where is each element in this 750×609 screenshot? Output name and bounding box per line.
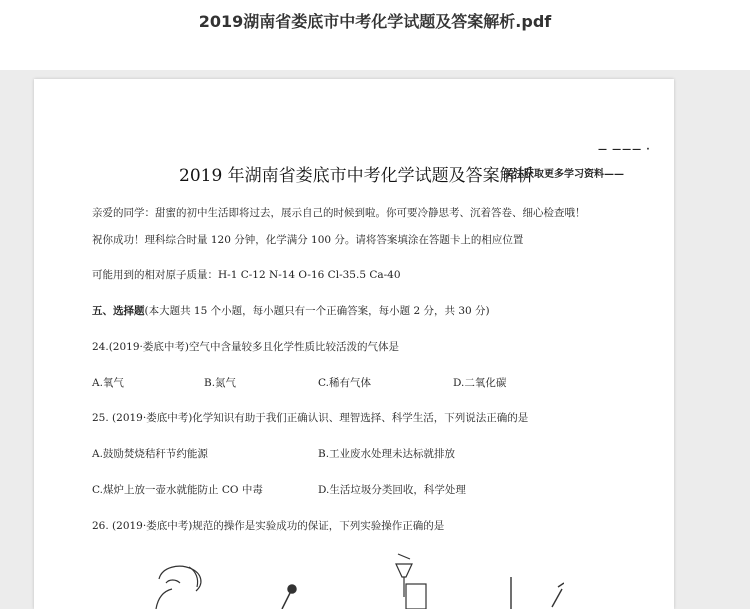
- question-26-stem: 26. (2019·娄底中考)规范的操作是实验成功的保证，下列实验操作正确的是: [92, 520, 445, 532]
- file-title: 2019湖南省娄底市中考化学试题及答案解析.pdf: [198, 12, 552, 31]
- filter-funnel-figure: [396, 554, 426, 609]
- q24-option-b: B.氮气: [204, 377, 237, 389]
- watermark-top: — ——— ·: [598, 145, 651, 155]
- q24-option-d: D.二氧化碳: [453, 377, 507, 389]
- question-24-stem: 24.(2019·娄底中考)空气中含量较多且化学性质比较活泼的气体是: [92, 341, 399, 353]
- pdf-page: [34, 79, 674, 609]
- viewer-header: [0, 0, 750, 70]
- intro-line-2: 祝你成功！理科综合时量 120 分钟，化学满分 100 分。请将答案填涂在答题卡上的相应位置: [92, 234, 524, 246]
- hand-dropper-figure: [156, 566, 201, 609]
- page-title: 2019 年湖南省娄底市中考化学试题及答案解析: [179, 166, 534, 186]
- section-heading: [92, 303, 490, 318]
- section-label: 五、选择题: [92, 305, 145, 317]
- section-note: (本大题共 15 个小题，每小题只有一个正确答案，每小题 2 分，共 30 分): [144, 305, 490, 317]
- watermark-text: 关注获取更多学习资料——: [504, 169, 624, 180]
- intro-line-1: 亲爱的同学：甜蜜的初中生活即将过去，展示自己的时候到啦。你可要冷静思考、沉着答卷、细心检查哦！: [92, 207, 586, 219]
- q25-option-d: D.生活垃圾分类回收，科学处理: [318, 484, 466, 496]
- atomic-masses: 可能用到的相对原子质量：H-1 C-12 N-14 O-16 Cl-35.5 Ca-40: [92, 269, 401, 281]
- lab-operation-figures: [144, 549, 564, 609]
- q25-option-b: B.工业废水处理未达标就排放: [318, 448, 456, 460]
- q25-option-c: C.煤炉上放一壶水就能防止 CO 中毒: [92, 484, 263, 496]
- test-tube-figure: [511, 577, 564, 609]
- dropper-figure: [282, 585, 296, 609]
- q25-option-a: A.鼓励焚烧秸秆节约能源: [92, 448, 208, 460]
- question-25-stem: 25. (2019·娄底中考)化学知识有助于我们正确认识、理智选择、科学生活，下列说法正确的是: [92, 412, 529, 424]
- q24-option-c: C.稀有气体: [318, 377, 371, 389]
- q24-option-a: A.氧气: [92, 377, 124, 389]
